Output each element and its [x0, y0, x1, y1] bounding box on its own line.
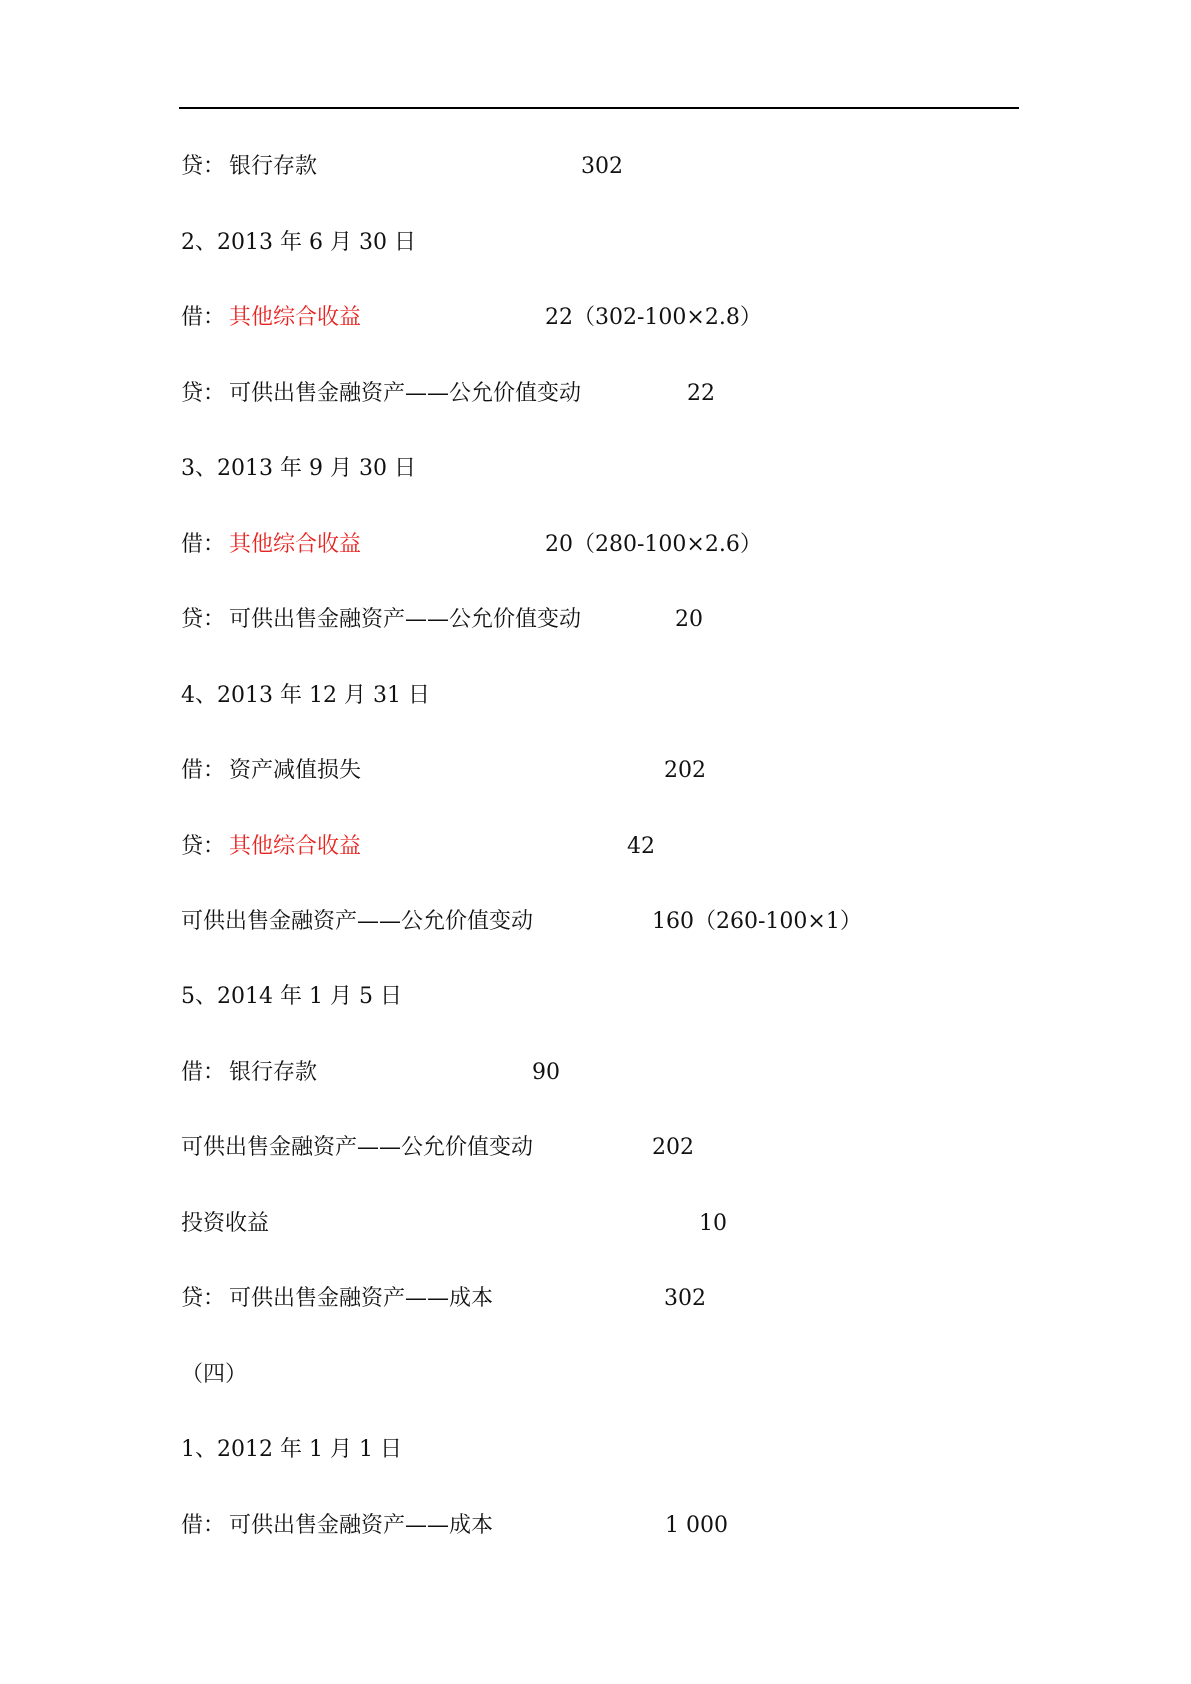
account-name: 其他综合收益: [229, 305, 362, 330]
entry-prefix: 借：: [181, 758, 226, 783]
amount: 160（260-100×1）: [652, 909, 862, 934]
account-name: 其他综合收益: [229, 532, 362, 557]
entry-prefix: 借：: [181, 305, 226, 330]
amount: 1 000: [665, 1513, 728, 1538]
entry-prefix: 贷：: [181, 1286, 226, 1311]
account-name: 投资收益: [181, 1211, 270, 1236]
amount: 202: [652, 1135, 694, 1160]
header-rule: [179, 107, 1019, 109]
amount: 10: [699, 1211, 727, 1236]
account-name: 资产减值损失: [229, 758, 362, 783]
amount: 20（280-100×2.6）: [545, 532, 762, 557]
heading-text: 2、2013 年 6 月 30 日: [181, 230, 416, 255]
heading-text: （四）: [181, 1362, 248, 1387]
entry-prefix: 借：: [181, 1513, 226, 1538]
entry-prefix: 贷：: [181, 154, 226, 179]
account-name: 银行存款: [229, 154, 318, 179]
account-name: 可供出售金融资产——公允价值变动: [229, 381, 582, 406]
account-name: 可供出售金融资产——公允价值变动: [181, 1135, 534, 1160]
amount: 22（302-100×2.8）: [545, 305, 762, 330]
amount: 302: [581, 154, 623, 179]
account-name: 可供出售金融资产——公允价值变动: [229, 607, 582, 632]
amount: 90: [532, 1060, 560, 1085]
heading-text: 5、2014 年 1 月 5 日: [181, 984, 402, 1009]
amount: 22: [687, 381, 715, 406]
amount: 202: [664, 758, 706, 783]
account-name: 可供出售金融资产——成本: [229, 1513, 494, 1538]
heading-text: 1、2012 年 1 月 1 日: [181, 1437, 402, 1462]
entry-prefix: 借：: [181, 532, 226, 557]
account-name: 银行存款: [229, 1060, 318, 1085]
entry-prefix: 贷：: [181, 607, 226, 632]
entry-prefix: 贷：: [181, 381, 226, 406]
heading-text: 3、2013 年 9 月 30 日: [181, 456, 416, 481]
amount: 42: [627, 834, 655, 859]
entry-prefix: 贷：: [181, 834, 226, 859]
account-name: 可供出售金融资产——公允价值变动: [181, 909, 534, 934]
account-name: 其他综合收益: [229, 834, 362, 859]
amount: 20: [675, 607, 703, 632]
entry-prefix: 借：: [181, 1060, 226, 1085]
account-name: 可供出售金融资产——成本: [229, 1286, 494, 1311]
heading-text: 4、2013 年 12 月 31 日: [181, 683, 430, 708]
amount: 302: [664, 1286, 706, 1311]
